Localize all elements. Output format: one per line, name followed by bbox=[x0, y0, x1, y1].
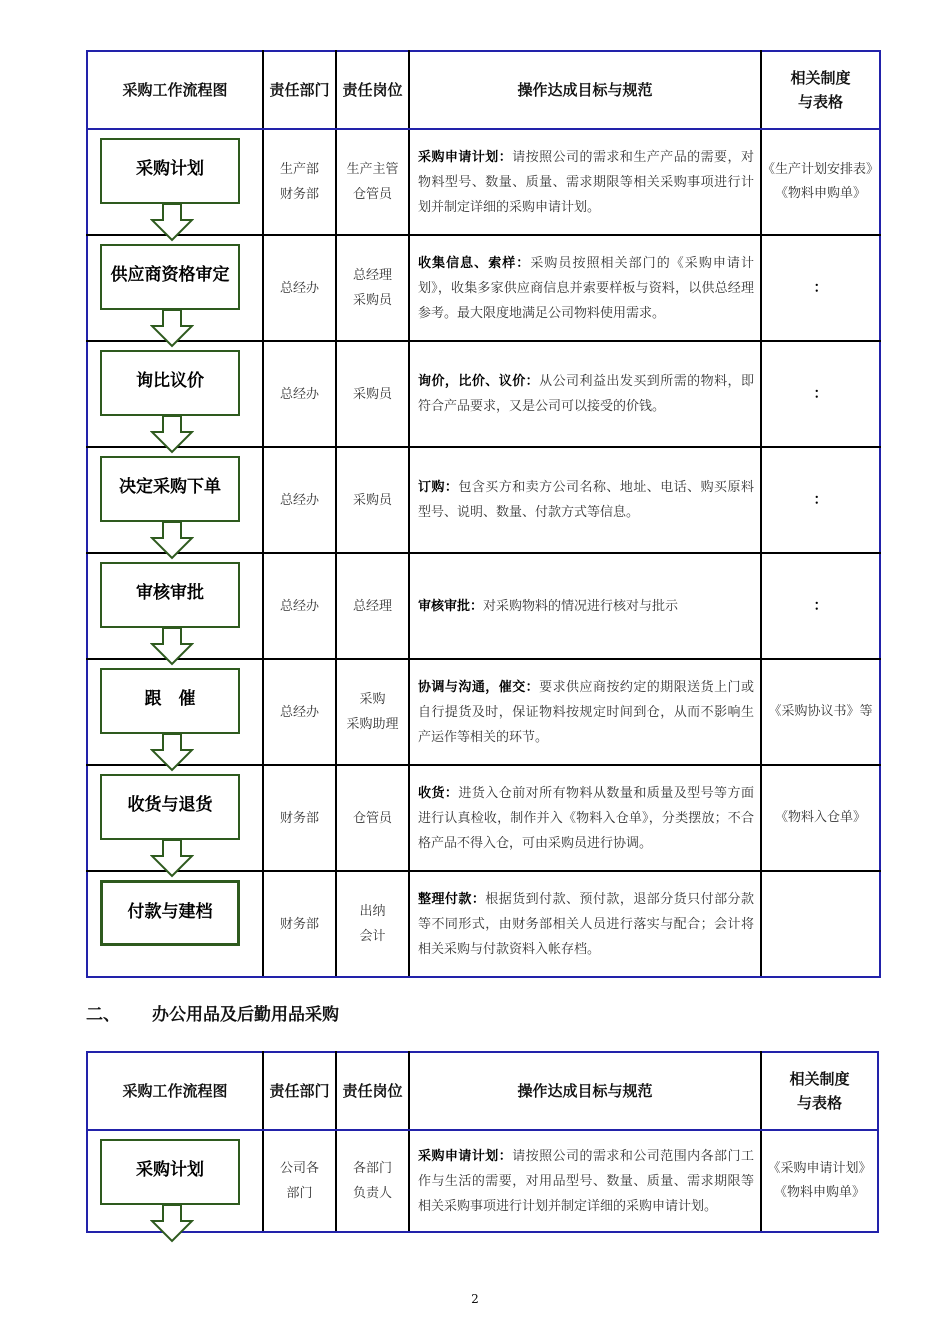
post-line: 采购助理 bbox=[346, 717, 399, 732]
dept-line: 部门 bbox=[286, 1186, 313, 1201]
flow-step-box: 收货与退货 bbox=[100, 774, 240, 840]
forms-cell bbox=[761, 871, 880, 977]
forms-line: 《物料申购单》 bbox=[773, 1185, 865, 1200]
procurement-flow-table-1 bbox=[86, 50, 881, 978]
dept-cell bbox=[263, 447, 336, 553]
flow-cell bbox=[87, 129, 263, 235]
forms-cell bbox=[761, 659, 880, 765]
post-line: 采购 bbox=[359, 692, 386, 707]
forms-line: 《物料申购单》 bbox=[775, 186, 867, 201]
post-cell bbox=[336, 553, 409, 659]
goal-text: 根据货到付款、预付款，退部分货只付部分款等不同形式，由财务部相关人员进行落实与配合；会计将相关采购与付款资料入帐存档。 bbox=[418, 891, 754, 957]
dept-line: 公司各 bbox=[279, 1161, 319, 1176]
section-heading: 办公用品及后勤用品采购 bbox=[152, 1005, 339, 1025]
post-line: 总经理 bbox=[352, 598, 392, 614]
down-arrow-icon bbox=[150, 1205, 194, 1243]
table-row bbox=[87, 235, 880, 341]
forms-line: 《生产计划安排表》 bbox=[762, 162, 880, 177]
post-line: 仓管员 bbox=[352, 187, 392, 202]
post-line: 采购员 bbox=[352, 492, 392, 508]
flow-cell bbox=[87, 553, 263, 659]
goal-title: 订购： bbox=[418, 480, 459, 495]
header-dept: 责任部门 bbox=[263, 51, 336, 129]
goal-cell bbox=[409, 871, 761, 977]
header-forms bbox=[761, 1052, 878, 1130]
flow-cell bbox=[87, 341, 263, 447]
post-cell bbox=[336, 871, 409, 977]
down-arrow-icon bbox=[150, 734, 194, 772]
down-arrow-icon bbox=[150, 204, 194, 242]
post-cell bbox=[336, 235, 409, 341]
dept-line: 总经办 bbox=[279, 598, 319, 614]
header-flow: 采购工作流程图 bbox=[87, 51, 263, 129]
goal-text: 采购员按照相关部门的《采购申请计划》，收集多家供应商信息并索要样板与资料，以供总经理参考。最大限度地满足公司物料使用需求。 bbox=[418, 255, 754, 321]
down-arrow-icon bbox=[150, 840, 194, 878]
flow-step-box: 审核审批 bbox=[100, 562, 240, 628]
dept-cell bbox=[263, 871, 336, 977]
flow-cell bbox=[87, 765, 263, 871]
table-row bbox=[87, 129, 880, 235]
down-arrow-icon bbox=[150, 628, 194, 666]
page-number: 2 bbox=[471, 1292, 479, 1306]
goal-title: 协调与沟通，催交： bbox=[418, 679, 540, 695]
dept-line: 总经办 bbox=[279, 386, 319, 402]
dept-line: 生产部 bbox=[279, 162, 319, 177]
post-line: 出纳 bbox=[359, 904, 386, 919]
dept-cell bbox=[263, 1130, 336, 1232]
goal-cell bbox=[409, 341, 761, 447]
dept-line: 总经办 bbox=[279, 280, 319, 296]
goal-text: 对采购物料的情况进行核对与批示 bbox=[483, 598, 679, 614]
goal-text: 从公司利益出发买到所需的物料，即符合产品要求，又是公司可以接受的价钱。 bbox=[418, 374, 754, 414]
post-line: 仓管员 bbox=[352, 810, 392, 826]
dept-line: 财务部 bbox=[279, 916, 319, 932]
header-flow: 采购工作流程图 bbox=[87, 1052, 263, 1130]
header-dept: 责任部门 bbox=[263, 1052, 336, 1130]
flow-step-box: 采购计划 bbox=[100, 138, 240, 204]
flow-step-box: 询比议价 bbox=[100, 350, 240, 416]
header-forms-line1: 相关制度 bbox=[790, 69, 851, 87]
dept-cell bbox=[263, 553, 336, 659]
forms-line: 《采购申请计划》 bbox=[767, 1161, 872, 1176]
dept-cell bbox=[263, 235, 336, 341]
forms-cell bbox=[761, 765, 880, 871]
header-forms-line2: 与表格 bbox=[796, 1094, 842, 1112]
flow-cell bbox=[87, 659, 263, 765]
forms-cell bbox=[761, 447, 880, 553]
flow-step-box: 决定采购下单 bbox=[100, 456, 240, 522]
post-line: 总经理 bbox=[352, 268, 392, 283]
forms-cell bbox=[761, 553, 880, 659]
section-title bbox=[86, 1000, 339, 1025]
goal-text: 包含买方和卖方公司名称、地址、电话、购买原料型号、说明、数量、付款方式等信息。 bbox=[418, 480, 754, 520]
forms-cell bbox=[761, 129, 880, 235]
post-line: 各部门 bbox=[352, 1161, 392, 1176]
goal-title: 收货： bbox=[418, 785, 459, 801]
down-arrow-icon bbox=[150, 310, 194, 348]
forms-line: ： bbox=[813, 386, 828, 402]
goal-cell bbox=[409, 235, 761, 341]
table-row bbox=[87, 1130, 878, 1232]
flow-step-box: 供应商资格审定 bbox=[100, 244, 240, 310]
post-cell bbox=[336, 1130, 409, 1232]
table-row bbox=[87, 553, 880, 659]
dept-cell bbox=[263, 341, 336, 447]
goal-cell bbox=[409, 129, 761, 235]
procurement-flow-table-2 bbox=[86, 1051, 879, 1233]
goal-cell bbox=[409, 659, 761, 765]
goal-text: 请按照公司的需求和生产产品的需要，对物料型号、数量、质量、需求期限等相关采购事项进行计划并制定详细的采购申请计划。 bbox=[418, 149, 754, 215]
goal-title: 采购申请计划： bbox=[418, 1148, 513, 1164]
table-row bbox=[87, 341, 880, 447]
post-line: 采购员 bbox=[352, 386, 392, 402]
header-goal: 操作达成目标与规范 bbox=[409, 1052, 761, 1130]
flow-cell bbox=[87, 871, 263, 977]
header-forms-line2: 与表格 bbox=[798, 93, 844, 111]
header-forms-line1: 相关制度 bbox=[789, 1070, 850, 1088]
goal-text: 请按照公司的需求和公司范围内各部门工作与生活的需要，对用品型号、数量、质量、需求期限等相关采购事项进行计划并制定详细的采购申请计划。 bbox=[418, 1148, 754, 1214]
forms-line: ： bbox=[813, 598, 828, 614]
goal-title: 整理付款： bbox=[418, 891, 486, 907]
goal-cell bbox=[409, 447, 761, 553]
flow-cell bbox=[87, 447, 263, 553]
goal-title: 询价，比价、议价： bbox=[418, 374, 540, 389]
header-post: 责任岗位 bbox=[336, 1052, 409, 1130]
post-line: 生产主管 bbox=[346, 162, 399, 177]
dept-cell bbox=[263, 765, 336, 871]
goal-title: 收集信息、索样： bbox=[418, 255, 531, 271]
forms-line: ： bbox=[813, 492, 828, 508]
dept-line: 财务部 bbox=[279, 810, 319, 826]
header-goal: 操作达成目标与规范 bbox=[409, 51, 761, 129]
post-cell bbox=[336, 765, 409, 871]
post-cell bbox=[336, 659, 409, 765]
table-row bbox=[87, 871, 880, 977]
header-forms bbox=[761, 51, 880, 129]
post-line: 会计 bbox=[359, 929, 386, 944]
post-cell bbox=[336, 129, 409, 235]
goal-title: 审核审批： bbox=[418, 598, 484, 614]
post-cell bbox=[336, 341, 409, 447]
flow-step-box: 付款与建档 bbox=[100, 880, 240, 946]
post-line: 负责人 bbox=[352, 1186, 392, 1201]
goal-text: 要求供应商按约定的期限送货上门或自行提货及时，保证物料按规定时间到仓，从而不影响生产运作等相关的环节。 bbox=[418, 679, 754, 745]
goal-title: 采购申请计划： bbox=[418, 149, 513, 165]
dept-line: 总经办 bbox=[279, 492, 319, 508]
forms-cell bbox=[761, 341, 880, 447]
table-row bbox=[87, 765, 880, 871]
dept-line: 总经办 bbox=[279, 704, 319, 720]
table-header-row bbox=[87, 51, 880, 129]
forms-line: 《采购协议书》等 bbox=[768, 704, 873, 719]
dept-line: 财务部 bbox=[279, 187, 319, 202]
down-arrow-icon bbox=[150, 416, 194, 454]
goal-text: 进货入仓前对所有物料从数量和质量及型号等方面进行认真检收，制作并入《物料入仓单》，分类摆放；不合格产品不得入仓，可由采购员进行协调。 bbox=[418, 785, 754, 851]
section-number: 二、 bbox=[86, 1005, 120, 1025]
dept-cell bbox=[263, 659, 336, 765]
down-arrow-icon bbox=[150, 522, 194, 560]
forms-cell bbox=[761, 235, 880, 341]
forms-line: ： bbox=[813, 280, 828, 296]
flow-cell bbox=[87, 235, 263, 341]
post-cell bbox=[336, 447, 409, 553]
flow-cell bbox=[87, 1130, 263, 1232]
goal-cell bbox=[409, 1130, 761, 1232]
forms-cell bbox=[761, 1130, 878, 1232]
flow-step-box: 采购计划 bbox=[100, 1139, 240, 1205]
table-header-row bbox=[87, 1052, 878, 1130]
table-row bbox=[87, 447, 880, 553]
dept-cell bbox=[263, 129, 336, 235]
goal-cell bbox=[409, 765, 761, 871]
table-row bbox=[87, 659, 880, 765]
flow-step-box: 跟 催 bbox=[100, 668, 240, 734]
header-post: 责任岗位 bbox=[336, 51, 409, 129]
forms-line: 《物料入仓单》 bbox=[775, 810, 867, 825]
post-line: 采购员 bbox=[352, 293, 392, 308]
goal-cell bbox=[409, 553, 761, 659]
